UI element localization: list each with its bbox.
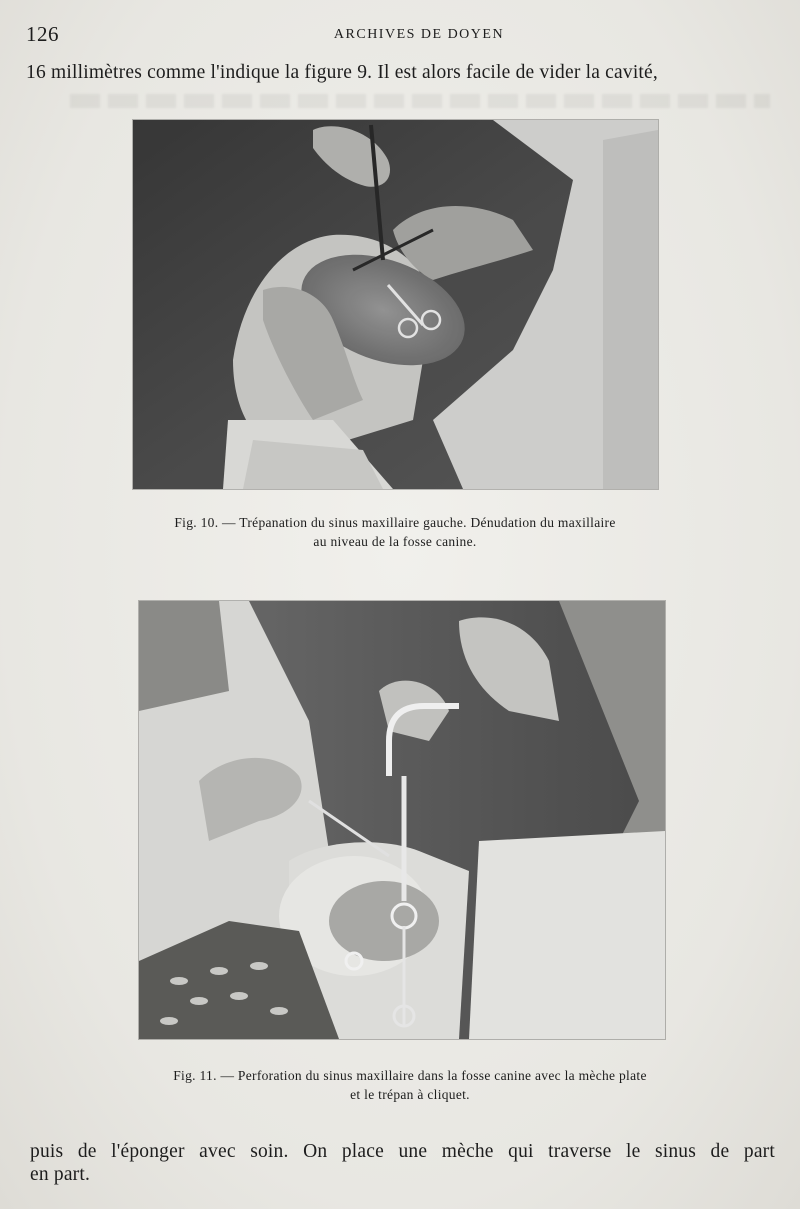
figure-10-caption [95, 513, 695, 551]
page-header [26, 22, 774, 50]
page-number: 126 [26, 22, 59, 46]
body-text-top: 16 millimètres comme l'indique la figure 9. Il est alors facile de vider la cavité, [26, 62, 658, 83]
bleed-through-text [70, 94, 770, 108]
figure-11-illustration [139, 601, 665, 1039]
figure-10-illustration [133, 120, 658, 489]
figure-11-caption-line1: Fig. 11. — Perforation du sinus maxillaire dans la fosse canine avec la mèche plate [173, 1068, 647, 1083]
figure-11-photograph [139, 601, 665, 1039]
figure-10-photograph [133, 120, 658, 489]
figure-11-caption-line2: et le trépan à cliquet. [350, 1087, 470, 1102]
body-text-bottom-line2: en part. [30, 1164, 91, 1185]
figure-11-caption [80, 1066, 740, 1104]
figure-10-caption-line1: Fig. 10. — Trépanation du sinus maxillaire gauche. Dénudation du maxillaire [174, 515, 616, 530]
running-head: ARCHIVES DE DOYEN [333, 27, 505, 42]
figure-10-caption-line2: au niveau de la fosse canine. [313, 534, 477, 549]
body-text-bottom-line1: puis de l'éponger avec soin. On place une mèche qui traverse le sinus de part [30, 1141, 775, 1162]
body-text-bottom [30, 1140, 775, 1186]
